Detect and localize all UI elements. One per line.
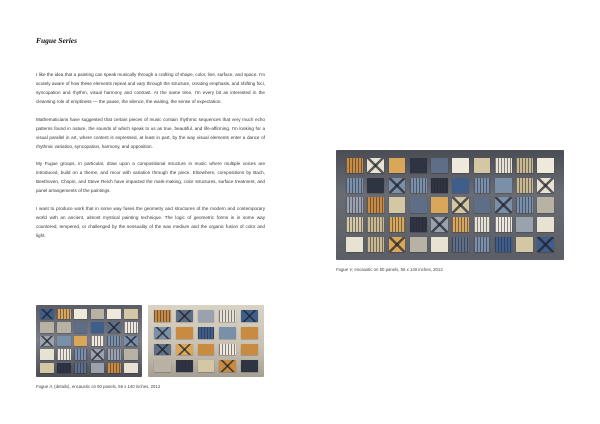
painting-panel bbox=[452, 158, 469, 173]
painting-panel bbox=[219, 327, 236, 339]
caption-title: Fugue II, bbox=[36, 384, 53, 389]
painting-panel bbox=[516, 237, 533, 252]
painting-panel bbox=[124, 363, 138, 373]
painting-panel bbox=[91, 336, 105, 346]
painting-panel bbox=[474, 178, 491, 193]
painting-panel bbox=[431, 237, 448, 252]
painting-panel bbox=[431, 197, 448, 212]
painting-panel bbox=[219, 360, 236, 372]
painting-panel bbox=[124, 322, 138, 332]
fugue-v-photo bbox=[336, 150, 564, 260]
painting-panel bbox=[241, 310, 258, 322]
painting-panel bbox=[474, 197, 491, 212]
painting-panel bbox=[40, 336, 54, 346]
painting-panel bbox=[40, 349, 54, 359]
painting-panel bbox=[57, 322, 71, 332]
painting-panel bbox=[74, 309, 88, 319]
caption-text: (details), encaustic on 50 panels, 56 x 140 inches, 2012 bbox=[52, 384, 161, 389]
painting-panel bbox=[389, 158, 406, 173]
painting-panel bbox=[91, 349, 105, 359]
painting-panel bbox=[198, 327, 215, 339]
painting-panel bbox=[537, 197, 554, 212]
painting-panel bbox=[91, 309, 105, 319]
painting-panel bbox=[57, 309, 71, 319]
painting-panel bbox=[241, 344, 258, 356]
painting-panel bbox=[241, 360, 258, 372]
painting-panel bbox=[124, 336, 138, 346]
body-text bbox=[36, 70, 265, 248]
fugue-ii-caption bbox=[36, 384, 160, 389]
painting-panel bbox=[74, 322, 88, 332]
painting-panel bbox=[154, 344, 171, 356]
painting-panel bbox=[431, 158, 448, 173]
painting-panel bbox=[431, 178, 448, 193]
painting-panel bbox=[367, 197, 384, 212]
paragraph: My Fugue groups, in particular, draw upon a compositional structure in music where multiple voices are introduced, build on a theme, and recur with variation through the piece. Elsewhere, compositions by Bach, Beethoven, Chopin, and Steve Reich have impacted the mark-making, color structures, surface treatment, and panel arrangements of the paintings. bbox=[36, 161, 265, 193]
painting-panel bbox=[107, 336, 121, 346]
painting-panel bbox=[154, 327, 171, 339]
page-title: Fugue Series bbox=[36, 36, 78, 45]
painting-panel bbox=[495, 237, 512, 252]
painting-panel bbox=[452, 217, 469, 232]
painting-panel bbox=[107, 309, 121, 319]
painting-panel bbox=[176, 327, 193, 339]
painting-panel bbox=[124, 349, 138, 359]
painting-panel bbox=[367, 237, 384, 252]
painting-panel bbox=[198, 344, 215, 356]
painting-panel bbox=[198, 310, 215, 322]
painting-panel bbox=[154, 310, 171, 322]
fugue-ii-detail-photo-1 bbox=[36, 305, 142, 377]
painting-panel bbox=[410, 197, 427, 212]
painting-panel bbox=[241, 327, 258, 339]
painting-panel bbox=[495, 158, 512, 173]
painting-panel bbox=[219, 310, 236, 322]
painting-panel bbox=[452, 197, 469, 212]
painting-panel bbox=[346, 237, 363, 252]
painting-panel bbox=[40, 322, 54, 332]
painting-panel bbox=[410, 158, 427, 173]
painting-panel bbox=[107, 349, 121, 359]
painting-panel bbox=[40, 363, 54, 373]
painting-panel bbox=[537, 217, 554, 232]
painting-panel bbox=[176, 344, 193, 356]
painting-panel bbox=[91, 322, 105, 332]
painting-panel bbox=[495, 217, 512, 232]
painting-panel bbox=[410, 237, 427, 252]
painting-panel bbox=[495, 178, 512, 193]
painting-panel bbox=[516, 197, 533, 212]
fugue-ii-detail-photo-2 bbox=[148, 305, 264, 377]
painting-panel bbox=[367, 217, 384, 232]
painting-panel bbox=[410, 217, 427, 232]
painting-panel bbox=[57, 336, 71, 346]
painting-panel bbox=[124, 309, 138, 319]
painting-panel bbox=[431, 217, 448, 232]
painting-panel bbox=[74, 336, 88, 346]
painting-panel bbox=[516, 158, 533, 173]
painting-panel bbox=[176, 310, 193, 322]
painting-panel bbox=[389, 237, 406, 252]
paragraph: I like the idea that a painting can speak musically through a crafting of shape, color, line, surface, and space. I'm acutely aware of how these elements repeat and vary through the structure, creating emphasis, and shifting foci, syncopation and rhythm, visual harmony and contrast. At the same time, I'm every bit as interested in the cleansing role of emptiness — the pause, the silence, the waiting, the sense of expectation. bbox=[36, 72, 265, 104]
painting-panel bbox=[57, 349, 71, 359]
painting-panel bbox=[367, 178, 384, 193]
caption-title: Fugue V, bbox=[336, 267, 354, 272]
fugue-v-caption bbox=[336, 267, 443, 272]
painting-panel bbox=[346, 217, 363, 232]
painting-panel bbox=[516, 217, 533, 232]
painting-panel bbox=[154, 360, 171, 372]
painting-panel bbox=[176, 360, 193, 372]
painting-panel bbox=[452, 178, 469, 193]
painting-panel bbox=[40, 309, 54, 319]
painting-panel bbox=[389, 197, 406, 212]
painting-panel bbox=[474, 237, 491, 252]
painting-panel bbox=[57, 363, 71, 373]
painting-panel bbox=[219, 344, 236, 356]
painting-panel bbox=[74, 349, 88, 359]
painting-panel bbox=[474, 217, 491, 232]
caption-text: encaustic on 50 panels, 56 x 140 inches, 2012 bbox=[353, 267, 443, 272]
painting-panel bbox=[474, 158, 491, 173]
painting-panel bbox=[452, 237, 469, 252]
painting-panel bbox=[107, 363, 121, 373]
painting-panel bbox=[389, 217, 406, 232]
painting-panel bbox=[107, 322, 121, 332]
painting-panel bbox=[367, 158, 384, 173]
painting-panel bbox=[198, 360, 215, 372]
painting-panel bbox=[389, 178, 406, 193]
painting-panel bbox=[537, 158, 554, 173]
painting-panel bbox=[537, 237, 554, 252]
painting-panel bbox=[346, 178, 363, 193]
painting-panel bbox=[91, 363, 105, 373]
painting-panel bbox=[346, 158, 363, 173]
painting-panel bbox=[74, 363, 88, 373]
painting-panel bbox=[495, 197, 512, 212]
painting-panel bbox=[516, 178, 533, 193]
painting-panel bbox=[346, 197, 363, 212]
painting-panel bbox=[410, 178, 427, 193]
paragraph: I want to produce work that in some way fuses the geometry and structures of the modern and contemporary world with an ancient, almost mystical painting technique. The logic of geometric forms is in some way countered, tempered, or challenged by the sensuality of the wax medium and the organic fusion of color and light. bbox=[36, 205, 265, 238]
paragraph: Mathematicians have suggested that certain pieces of music contain rhythmic sequences that very much echo patterns found in nature, the sounds of which speak to us as true, beautiful, and life-affirming. I'm looking for a visual parallel in art, where content is expressed, at least in part, by the way visual elements enter a dance of rhythmic variation, syncopation, harmony, and opposition. bbox=[36, 116, 265, 149]
painting-panel bbox=[537, 178, 554, 193]
